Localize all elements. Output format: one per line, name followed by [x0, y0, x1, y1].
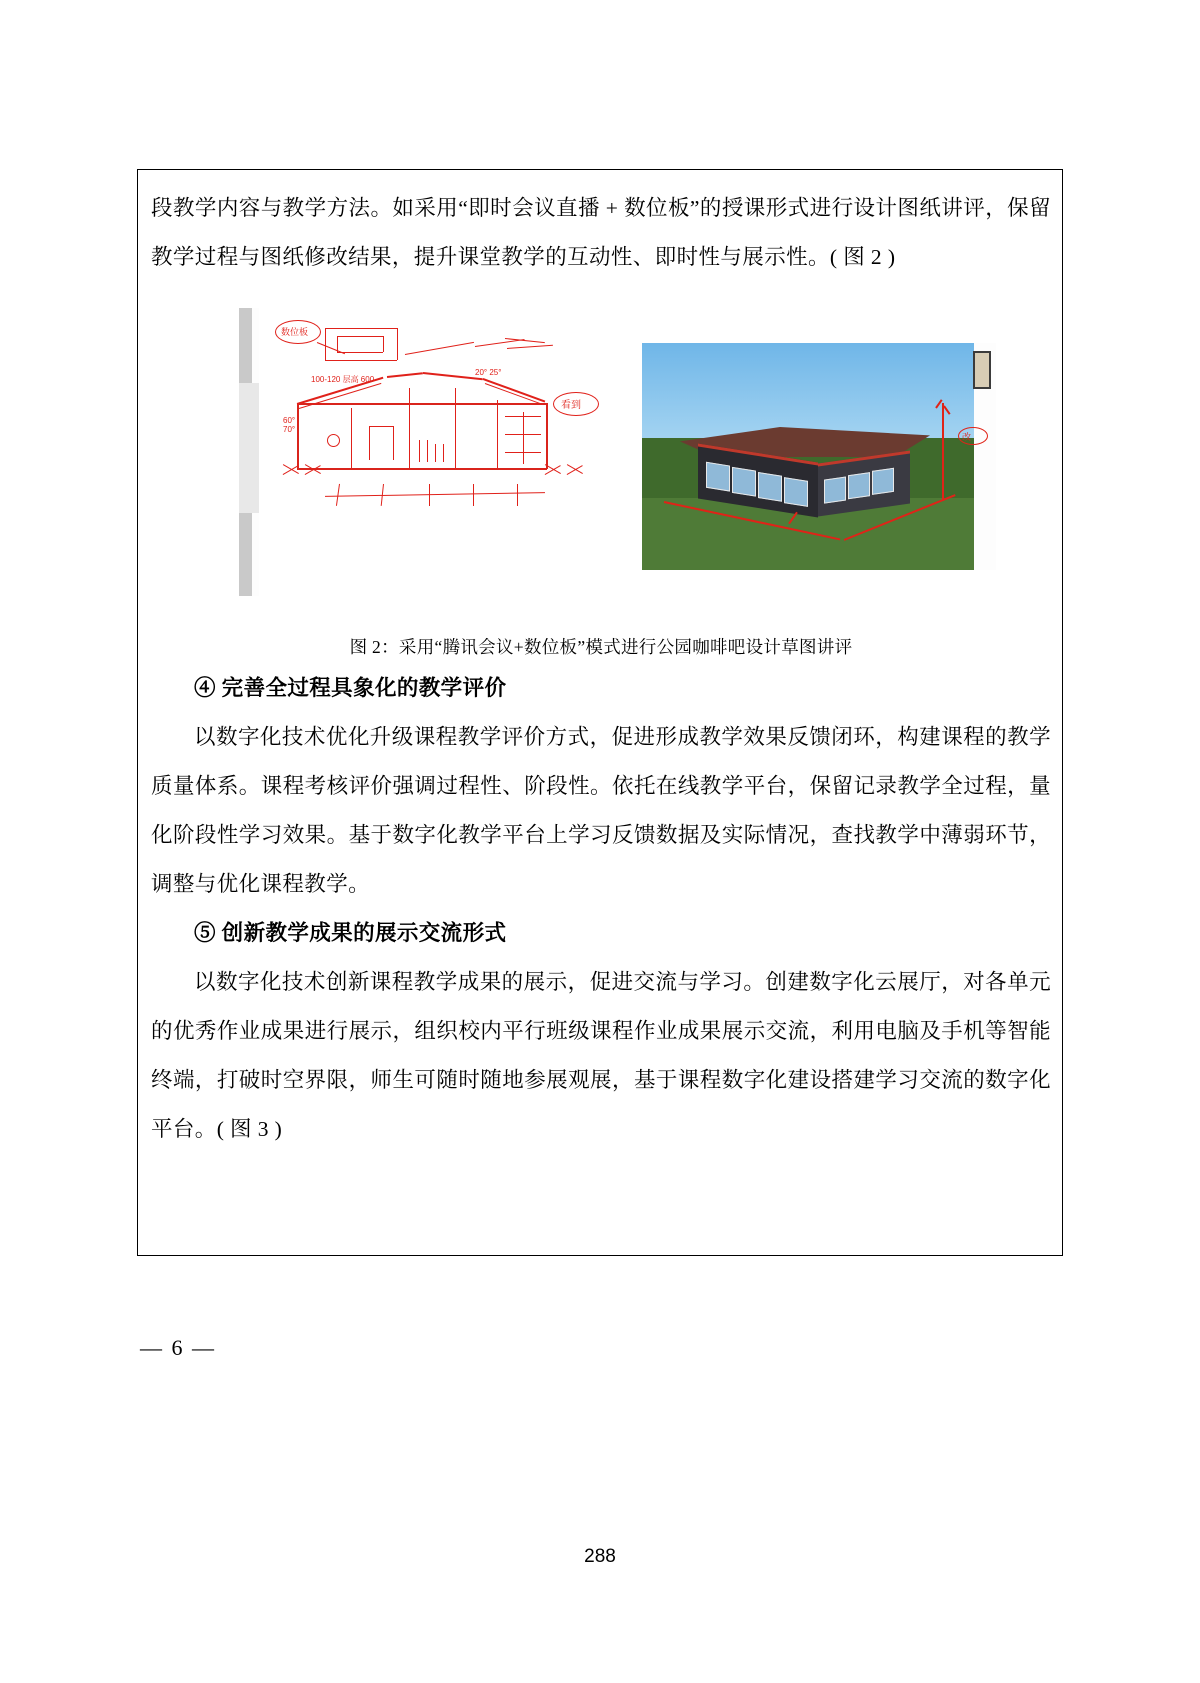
figure-2-right-image — [642, 343, 996, 570]
annotation-bubble-text: 改 — [962, 432, 972, 442]
thumbnail-preview — [973, 351, 991, 389]
document-content — [151, 184, 1051, 1154]
figure-2-images — [206, 308, 996, 606]
page-label: — 6 — — [140, 1335, 216, 1360]
document-page-frame — [137, 169, 1063, 1256]
building-model — [680, 427, 930, 519]
footer-page-number: 288 — [584, 1546, 616, 1567]
wall-right — [818, 451, 910, 517]
heading-5: ⑤ 创新教学成果的展示交流形式 — [194, 921, 507, 945]
figure-2 — [151, 308, 1051, 662]
paragraph-body-2: 以数字化技术创新课程教学成果的展示，促进交流与学习。创建数字化云展厅，对各单元的优秀作业成果进行展示，组织校内平行班级课程作业成果展示交流，利用电脑及手机等智能终端，打破时空界限，师生可随时随地参展观展，基于课程数字化建设搭建学习交流的数字化平台。( 图 3 ) — [151, 970, 1051, 1141]
figure-2-left-image — [239, 308, 625, 596]
scan-edge-bar-2 — [239, 383, 259, 513]
paragraph-body-1: 以数字化技术优化升级课程教学评价方式，促进形成教学效果反馈闭环，构建课程的教学质量体系。课程考核评价强调过程性、阶段性。依托在线教学平台，保留记录教学全过程，量化阶段性学习效果。基于数字化教学平台上学习反馈数据及实际情况，查找教学中薄弱环节，调整与优化课程教学。 — [151, 725, 1051, 896]
heading-4: ④ 完善全过程具象化的教学评价 — [194, 676, 507, 700]
paragraph-intro: 段教学内容与教学方法。如采用“即时会议直播 + 数位板”的授课形式进行设计图纸讲评，保留教学过程与图纸修改结果，提升课堂教学的互动性、即时性与展示性。( 图 2 ) — [151, 196, 1051, 269]
annotation-line-3 — [942, 435, 944, 501]
figure-2-caption: 图 2：采用“腾讯会议+数位板”模式进行公园咖啡吧设计草图讲评 — [349, 637, 853, 657]
sketch-sheet: 数位板 100-120 层高 600 20° 25° 60° 70° 看到 — [259, 308, 625, 596]
